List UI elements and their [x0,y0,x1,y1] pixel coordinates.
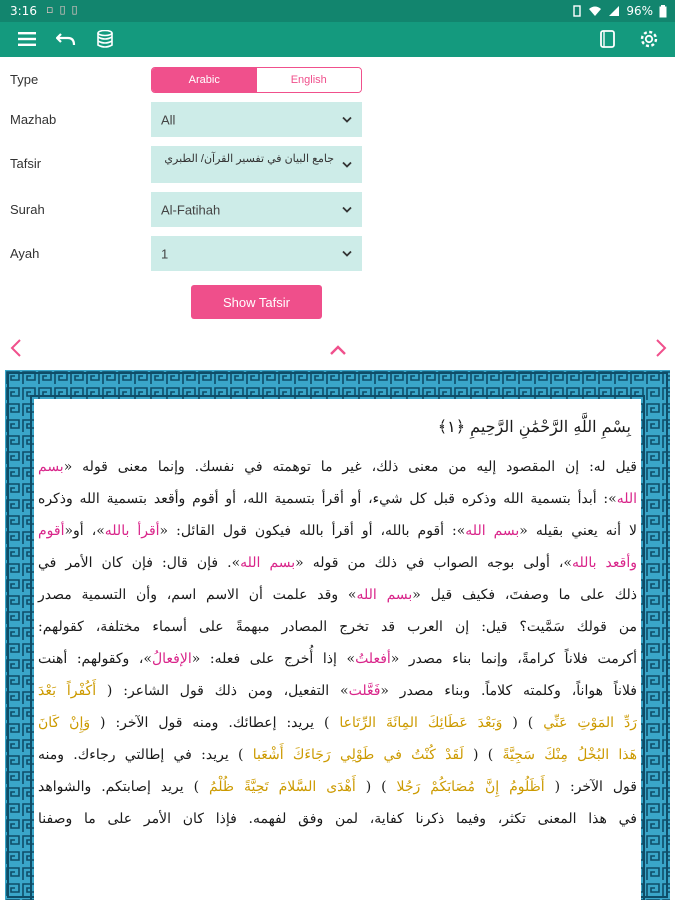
chevron-down-icon [342,161,352,168]
chevron-down-icon [342,116,352,123]
tafsir-line [34,643,641,675]
tafsir-text: قول الآخر: ( [544,779,637,795]
quoted-term: بسم [38,459,64,475]
tafsir-line [34,451,641,483]
tafsir-text: ) يريد: إعطائك. ومنه قول الآخر: ( [90,715,340,731]
tafsir-text: ». فإن قال: فإن كان الأمر في [38,555,241,571]
tafsir-text: ) ( [463,747,503,763]
tafsir-text: »، وكقولهم: أهنت [38,651,152,667]
quoted-term: بسم الله [240,555,296,571]
quoted-term: فَعَّلت [348,683,381,699]
tafsir-text: ذلك على ما وصفتَ، فكيف قيل « [412,587,637,603]
battery-percent: 96% [626,4,653,18]
battery-icon [659,5,667,18]
notification-icons: ▫▯▯ [46,3,84,16]
poetry-verse: وَبَعْدَ عَطَائِكَ المِائَةَ الرِّتَاعا [339,715,503,731]
chevron-down-icon [342,206,352,213]
tafsir-text: » وقد علمت أن الاسم اسم، وأن التسمية مصدر [38,587,357,603]
tafsir-line [34,739,641,771]
status-bar [0,0,675,22]
signal-icon [608,5,620,17]
quoted-term: الله [616,491,637,507]
book-icon[interactable] [597,28,619,50]
settings-gear-icon[interactable] [638,28,660,50]
quoted-term: أقرأ بالله [104,523,160,539]
chevron-down-icon [342,250,352,257]
show-tafsir-button[interactable]: Show Tafsir [191,285,322,319]
poetry-verse: لَقَدْ كُنْتُ في طَوْلِي رَجَاءَكَ أَشْعَبا [252,747,464,763]
vibrate-icon [572,5,582,17]
mazhab-value: All [161,112,176,127]
database-icon[interactable] [94,28,116,50]
tafsir-frame [5,370,670,900]
tafsir-text: ) يريد إصابتكم. والشواهد [38,779,209,795]
mazhab-label: Mazhab [10,112,57,127]
quoted-term: وأقعد بالله [571,555,638,571]
tafsir-text: » التفعيل، ومن ذلك قول الشاعر: ( [96,683,349,699]
tafsir-text: »، أولى بوجه الصواب في ذلك من قوله « [295,555,572,571]
tafsir-line [34,579,641,611]
ayah-select[interactable] [151,236,362,271]
tafsir-line [34,707,641,739]
tafsir-text: » إذا أُخرج على فعله: « [191,651,356,667]
poetry-verse: هَذا البُخْلُ مِنْكَ سَجِيَّةً [502,747,638,763]
type-option-arabic[interactable]: Arabic [152,68,257,92]
menu-icon[interactable] [16,28,38,50]
previous-arrow-icon[interactable] [7,338,27,358]
quoted-term: أقوم [38,523,65,539]
surah-select[interactable] [151,192,362,227]
wifi-icon [588,5,602,17]
poetry-verse: وَإِنْ كَانَ [38,715,91,731]
type-toggle [151,67,362,93]
tafsir-line [34,515,641,547]
tafsir-line [34,771,641,803]
tafsir-line [34,611,641,643]
basmala-heading [34,407,641,451]
status-time: 3:16 [10,4,37,18]
mazhab-select[interactable] [151,102,362,137]
tafsir-text: »: أقوم بالله، أو أقرأ بالله فيكون قول القائل: « [159,523,466,539]
poetry-verse: أَكُفْراً بَعْدَ [38,683,97,699]
tafsir-label: Tafsir [10,156,42,171]
poetry-verse: رَدِّ المَوْتِ عَنِّي [543,715,637,731]
collapse-up-icon[interactable] [328,340,348,360]
status-right [572,4,667,18]
surah-label: Surah [10,202,45,217]
tafsir-text: من قولك سَمَّيت؟ قيل: إن العرب قد تخرج المصادر مبهمةً على أسماء مختلفة، كقولهم: [38,619,637,635]
tafsir-text: لا أنه يعني بقيله « [519,523,637,539]
quoted-term: بسم الله [465,523,520,539]
tafsir-line [34,675,641,707]
tafsir-text: »، أو« [64,523,105,539]
undo-icon[interactable] [55,28,77,50]
ayah-label: Ayah [10,246,40,261]
tafsir-text: ) ( [355,779,397,795]
tafsir-line [34,483,641,515]
tafsir-text: قيل له: إن المقصود إليه من معنى ذلك، غير ما توهمته في نفسك. وإنما معنى قوله « [63,459,637,475]
poetry-verse: أَظَلُومُ إِنَّ مُصَابَكُمْ رَجُلا [396,779,545,795]
quoted-term: الإفعالُ [151,651,192,667]
tafsir-select[interactable] [151,146,362,183]
tafsir-line [34,547,641,579]
tafsir-text: »: أبدأ بتسمية الله وذكره قبل كل شيء، أو أقرأ بتسمية الله، أو أقوم وأقعد بتسمية الله وذكره [38,491,617,507]
surah-value: Al-Fatihah [161,202,221,217]
tafsir-text: ) يريد: في إطالتي رجاءك. ومنه [38,747,253,763]
tafsir-text-page [34,399,641,900]
tafsir-text: ) ( [502,715,544,731]
quoted-term: أفعلتُ [355,651,391,667]
poetry-verse: أَهْدَى السَّلامَ تَحِيَّةً ظُلْمُ [208,779,356,795]
type-label: Type [10,72,39,87]
tafsir-text: بِسْمِ اللَّهِ الرَّحْمَٰنِ الرَّحِيمِ ﴿١﴾ [437,417,631,436]
tafsir-value: جامع البيان في تفسير القرآن/ الطبري [164,153,334,165]
tafsir-text: فلاناً هواناً، وكلمته كلاماً. وبناء مصدر « [380,683,637,699]
tafsir-line [34,803,641,835]
ayah-value: 1 [161,246,169,261]
app-toolbar [0,22,675,57]
quoted-term: بسم الله [356,587,413,603]
tafsir-text: أكرمت فلاناً كرامةً، وإنما بناء مصدر « [390,651,637,667]
tafsir-text: في هذا المعنى تكثر، وفيما ذكرنا كفاية، لمن وفق لفهمه. فإذا كان الأمر على ما وصفنا [38,811,637,827]
type-option-english[interactable]: English [257,68,362,92]
next-arrow-icon[interactable] [650,338,670,358]
